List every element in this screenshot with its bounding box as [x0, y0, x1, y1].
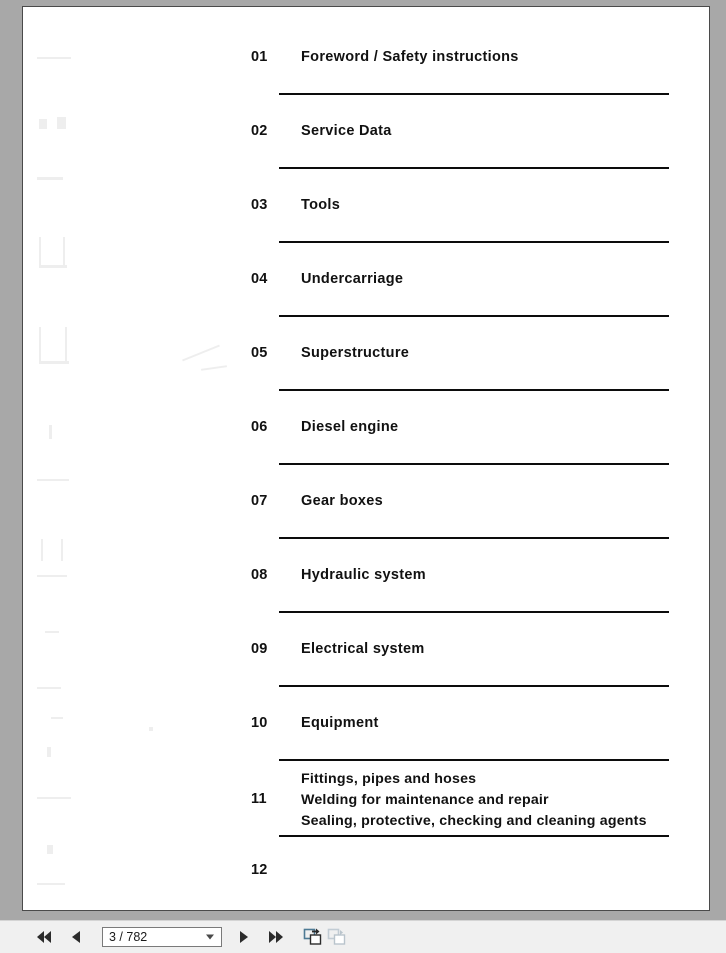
first-page-button[interactable]: [32, 925, 56, 949]
toc-entry-title-line: Sealing, protective, checking and cleaning agents: [301, 813, 647, 829]
toc-entry-title: Gear boxes: [301, 493, 383, 509]
next-view-button[interactable]: [326, 926, 348, 948]
toc-rule: [279, 167, 669, 169]
last-page-icon: [267, 930, 285, 944]
toc-rule: [279, 463, 669, 465]
toc-entry-title: Electrical system: [301, 641, 425, 657]
table-of-contents: [23, 7, 709, 910]
previous-view-icon: [303, 928, 323, 946]
last-page-button[interactable]: [264, 925, 288, 949]
next-page-icon: [237, 930, 251, 944]
toc-entry-title: Foreword / Safety instructions: [301, 49, 519, 65]
toc-rule: [279, 389, 669, 391]
document-page[interactable]: [22, 6, 710, 911]
toc-entry-number: 02: [251, 123, 268, 139]
toc-entry-title: Tools: [301, 197, 341, 213]
toc-entry-number: 09: [251, 641, 268, 657]
toc-entry-number: 06: [251, 419, 268, 435]
toc-entry-number: 08: [251, 567, 268, 583]
toc-entry-title: Service Data: [301, 123, 392, 139]
toc-rule: [279, 93, 669, 95]
next-view-icon: [327, 928, 347, 946]
toc-entry-number: 10: [251, 715, 268, 731]
toc-entry-title-lines: [301, 769, 647, 832]
first-page-icon: [35, 930, 53, 944]
toc-entry-title-line: Fittings, pipes and hoses: [301, 771, 477, 787]
toc-rule: [279, 759, 669, 761]
toc-entry-title: Hydraulic system: [301, 567, 426, 583]
page-number-input[interactable]: [102, 927, 222, 947]
toc-entry-title: Equipment: [301, 715, 379, 731]
toc-rule: [279, 537, 669, 539]
toc-entry-number: 11: [251, 791, 267, 807]
toc-entry-number: 04: [251, 271, 268, 287]
toc-entry-number: 03: [251, 197, 268, 213]
toc-entry-number: 07: [251, 493, 268, 509]
toc-entry-number: 01: [251, 49, 268, 65]
toc-entry-number: 12: [251, 862, 268, 878]
next-page-button[interactable]: [232, 925, 256, 949]
toc-entry-title-line: Welding for maintenance and repair: [301, 792, 549, 808]
toc-entry-11[interactable]: [251, 769, 671, 835]
page-number-value: 3 / 782: [109, 930, 148, 944]
previous-page-icon: [69, 930, 83, 944]
toc-rule: [279, 685, 669, 687]
previous-view-button[interactable]: [302, 926, 324, 948]
toc-rule: [279, 315, 669, 317]
toc-entry-title: Undercarriage: [301, 271, 404, 287]
toc-entry-title: Superstructure: [301, 345, 410, 361]
toc-rule: [279, 835, 669, 837]
previous-page-button[interactable]: [64, 925, 88, 949]
toc-entry-number: 05: [251, 345, 268, 361]
toc-rule: [279, 241, 669, 243]
chevron-down-icon[interactable]: [206, 935, 214, 940]
toc-rule: [279, 611, 669, 613]
pdf-navigation-toolbar: [0, 920, 726, 953]
toc-entry-title: Diesel engine: [301, 419, 399, 435]
